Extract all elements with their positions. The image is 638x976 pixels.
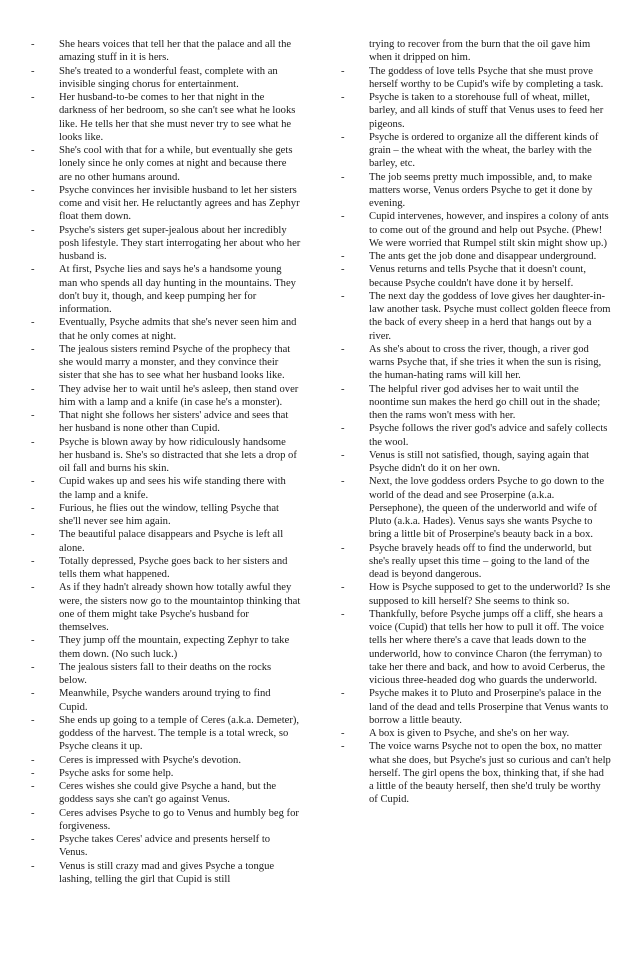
list-item: - The jealous sisters fall to their deaths on the rocks below. [31,661,301,688]
list-item: - Venus returns and tells Psyche that it doesn't count, because Psyche couldn't have done it by herself. [341,263,611,290]
list-item: - She hears voices that tell her that the palace and all the amazing stuff in it is hers. [31,38,301,65]
list-item: - Psyche follows the river god's advice and safely collects the wool. [341,422,611,449]
list-item: - Totally depressed, Psyche goes back to her sisters and tells them what happened. [31,555,301,582]
list-item: - A box is given to Psyche, and she's on her way. [341,727,611,740]
list-item: - The beautiful palace disappears and Psyche is left all alone. [31,528,301,555]
list-item: - Psyche makes it to Pluto and Proserpine's palace in the land of the dead and tells Proserpine that Venus wants to borrow a little beauty. [341,687,611,727]
list-item: - Next, the love goddess orders Psyche to go down to the world of the dead and see Proserpine (a.k.a. Persephone), the queen of the underworld and wife of Pluto (a.k.a. Hades). Venus says she wants Psyche to bring a little bit of Proserpine's beauty back in a box. [341,475,611,541]
list-item: - Psyche is ordered to organize all the different kinds of grain – the wheat with the wheat, the barley with the barley, etc. [341,131,611,171]
list-item: - Eventually, Psyche admits that she's never seen him and that he only comes at night. [31,316,301,343]
left-column [31,38,301,886]
list-item: - Ceres wishes she could give Psyche a hand, but the goddess says she can't go against Venus. [31,780,301,807]
right-column [341,38,611,807]
left-bullet-list [31,38,301,886]
list-item: - The goddess of love tells Psyche that she must prove herself worthy to be Cupid's wife by completing a task. [341,65,611,92]
list-item: - Furious, he flies out the window, telling Psyche that she'll never see him again. [31,502,301,529]
list-item: - Venus is still crazy mad and gives Psyche a tongue lashing, telling the girl that Cupid is still [31,860,301,887]
list-item: - Psyche takes Ceres' advice and presents herself to Venus. [31,833,301,860]
list-item: - How is Psyche supposed to get to the underworld? Is she supposed to kill herself? She seems to think so. [341,581,611,608]
list-item: - She ends up going to a temple of Ceres (a.k.a. Demeter), goddess of the harvest. The temple is a total wreck, so Psyche cleans it up. [31,714,301,754]
list-item: - Cupid wakes up and sees his wife standing there with the lamp and a knife. [31,475,301,502]
list-item: - The jealous sisters remind Psyche of the prophecy that she would marry a monster, and they convince their sister that she has to see what her husband looks like. [31,343,301,383]
right-bullet-list [341,38,611,807]
list-item: - Venus is still not satisfied, though, saying again that Psyche didn't do it on her own. [341,449,611,476]
list-item: - They jump off the mountain, expecting Zephyr to take them down. (No such luck.) [31,634,301,661]
list-item: - She's treated to a wonderful feast, complete with an invisible singing chorus for entertainment. [31,65,301,92]
list-item: - Psyche bravely heads off to find the underworld, but she's really upset this time – going to the land of the dead is beyond dangerous. [341,542,611,582]
list-item: - Psyche asks for some help. [31,767,301,780]
list-item-continuation: trying to recover from the burn that the oil gave him when it dripped on him. [369,39,591,64]
list-item: - Cupid intervenes, however, and inspires a colony of ants to come out of the ground and help out Psyche. (Phew! We were worried that Rumpel stilt skin might show up.) [341,210,611,250]
list-item: - Psyche is blown away by how ridiculously handsome her husband is. She's so distracted that she lets a drop of oil fall and burns his skin. [31,436,301,476]
list-item: - As if they hadn't already shown how totally awful they were, the sisters now go to the mountaintop thinking that one of them might take Psyche's husband for themselves. [31,581,301,634]
list-item: - As she's about to cross the river, though, a river god warns Psyche that, if she tries it when the sun is rising, the human-hating rams will kill her. [341,343,611,383]
list-item: - Meanwhile, Psyche wanders around trying to find Cupid. [31,687,301,714]
list-item: - She's cool with that for a while, but eventually she gets lonely since he only comes at night and because there are no other humans around. [31,144,301,184]
list-item: - Psyche is taken to a storehouse full of wheat, millet, barley, and all kinds of stuff that Venus uses to feed her pigeons. [341,91,611,131]
list-item: - The next day the goddess of love gives her daughter-in-law another task. Psyche must collect golden fleece from the back of every sheep in a herd that hangs out by a river. [341,290,611,343]
list-item: - Psyche convinces her invisible husband to let her sisters come and visit her. He reluctantly agrees and has Zephyr float them down. [31,184,301,224]
list-item: - The job seems pretty much impossible, and, to make matters worse, Venus orders Psyche to get it done by evening. [341,171,611,211]
list-item: - Psyche's sisters get super-jealous about her incredibly posh lifestyle. They start interrogating her about who her husband is. [31,224,301,264]
list-item: - Ceres advises Psyche to go to Venus and humbly beg for forgiveness. [31,807,301,834]
list-item: - That night she follows her sisters' advice and sees that her husband is none other than Cupid. [31,409,301,436]
list-item: - Thankfully, before Psyche jumps off a cliff, she hears a voice (Cupid) that tells her how to pull it off. The voice tells her where there's a cave that leads down to the underworld, how to convince Charon (the ferryman) to take her there and back, and how to avoid Cerberus, the vicious three-headed dog who guards the underworld. [341,608,611,688]
list-item: - At first, Psyche lies and says he's a handsome young man who spends all day hunting in the mountains. They don't buy it, though, and keep pumping her for information. [31,263,301,316]
list-item: - They advise her to wait until he's asleep, then stand over him with a lamp and a knife (in case he's a monster). [31,383,301,410]
list-item: - Ceres is impressed with Psyche's devotion. [31,754,301,767]
list-item: - Her husband-to-be comes to her that night in the darkness of her bedroom, so she can't see what he looks like. He tells her that she must never try to see what he looks like. [31,91,301,144]
list-item: - The ants get the job done and disappear underground. [341,250,611,263]
list-item: - The voice warns Psyche not to open the box, no matter what she does, but Psyche's just so curious and can't help herself. The girl opens the box, thinking that, if she had a little of the beauty herself, then she'd truly be worthy of Cupid. [341,740,611,806]
list-item: - The helpful river god advises her to wait until the noontime sun makes the herd go chill out in the shade; then the rams won't mess with her. [341,383,611,423]
